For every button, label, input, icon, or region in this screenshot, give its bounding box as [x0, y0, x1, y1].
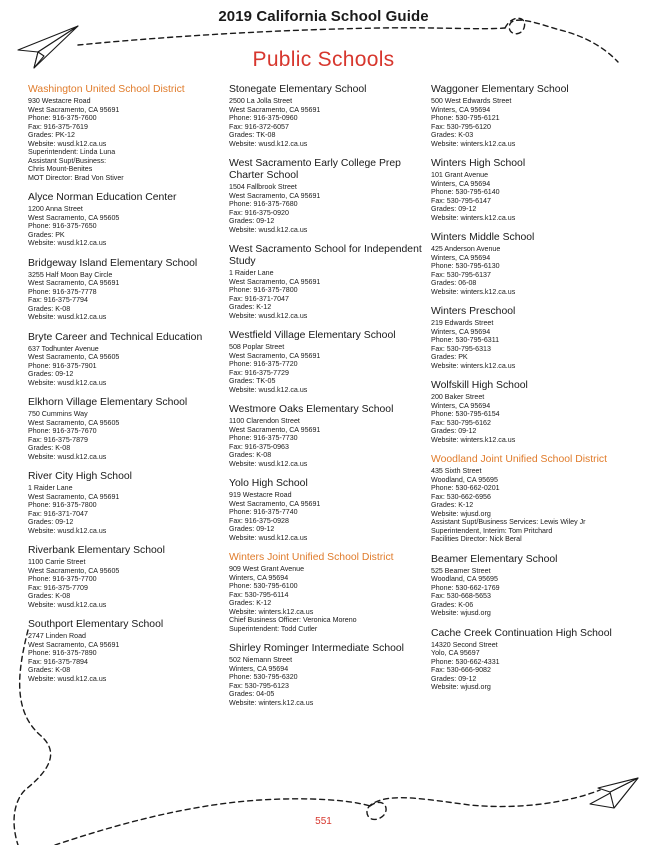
entry-detail-line: Superintendent: Todd Cutler — [229, 624, 318, 633]
entry-detail-line: Woodland, CA 95695 — [431, 575, 498, 583]
entry-detail-line: Winters, CA 95694 — [431, 401, 491, 410]
entry-detail-line: 508 Poplar Street — [229, 343, 285, 351]
entry-detail-line: Phone: 916-375-7800 — [229, 286, 298, 294]
entry-detail-line: West Sacramento, CA 95691 — [28, 492, 120, 501]
entry-detail-line: Phone: 530-795-6121 — [431, 114, 500, 122]
entry-detail-line: 101 Grant Avenue — [431, 171, 489, 179]
entry-detail-line: Fax: 530-666-9082 — [431, 666, 491, 674]
entry-detail-line: Grades: 04-05 — [229, 690, 275, 698]
entry-detail-line: Grades: K-08 — [28, 444, 71, 452]
entry-detail-line: Grades: TK-08 — [229, 131, 276, 139]
entry-detail-line: 219 Edwards Street — [431, 319, 494, 327]
entry-detail-line: Phone: 916-375-7890 — [28, 649, 97, 657]
entry-detail-line: 1100 Carrie Street — [28, 558, 86, 566]
school-entry — [229, 244, 425, 320]
entry-detail-line: Chris Mount-Benites — [28, 165, 93, 173]
school-entry — [229, 643, 425, 707]
entry-detail-line: Website: winters.k12.ca.us — [431, 361, 516, 370]
entry-detail-line: Assistant Supt/Business: — [28, 156, 107, 165]
school-name: Shirley Rominger Intermediate School — [229, 643, 404, 654]
school-name: Westmore Oaks Elementary School — [229, 404, 394, 415]
entry-detail-line: Fax: 916-375-7729 — [229, 368, 289, 377]
entry-detail-line: Grades: 09-12 — [229, 217, 275, 225]
district-entry — [229, 552, 425, 633]
entry-detail-line: Website: wusd.k12.ca.us — [28, 526, 107, 535]
school-name: Yolo High School — [229, 478, 308, 489]
entry-detail-line: Fax: 530-795-6162 — [431, 418, 491, 427]
entry-detail-line: Grades: 09-12 — [431, 427, 477, 435]
entry-detail-line: Winters, CA 95694 — [229, 664, 289, 673]
entry-detail-line: Grades: 09-12 — [28, 518, 74, 526]
entry-detail-line: Phone: 530-795-6320 — [229, 673, 298, 681]
entry-detail-line: Website: wusd.k12.ca.us — [229, 385, 308, 394]
entry-detail-line: 930 Westacre Road — [28, 97, 91, 105]
entry-detail-line: Winters, CA 95694 — [431, 327, 491, 336]
entry-detail-line: 1 Raider Lane — [229, 269, 274, 277]
entry-detail-line: Website: winters.k12.ca.us — [431, 287, 516, 296]
entry-detail-line: 750 Cummins Way — [28, 410, 88, 418]
entry-detail-line: Winters, CA 95694 — [431, 179, 491, 188]
entry-detail-line: Assistant Supt/Business Services: Lewis Wiley Jr — [431, 518, 586, 526]
entry-detail-line: West Sacramento, CA 95691 — [28, 279, 120, 287]
entry-detail-line: Grades: K-12 — [431, 501, 474, 509]
school-entry — [229, 404, 425, 468]
school-entry — [229, 158, 425, 234]
entry-detail-line: 637 Todhunter Avenue — [28, 344, 99, 353]
entry-detail-line: Winters, CA 95694 — [229, 573, 289, 582]
entry-detail-line: Website: wusd.k12.ca.us — [229, 139, 308, 148]
entry-detail-line: Fax: 916-375-7619 — [28, 122, 88, 131]
entry-detail-line: Fax: 530-662-6956 — [431, 492, 491, 501]
entry-detail-line: West Sacramento, CA 95691 — [229, 499, 321, 508]
entry-detail-line: West Sacramento, CA 95691 — [229, 105, 321, 114]
school-name: West Sacramento School for Independent Study — [229, 244, 422, 267]
entry-detail-line: Fax: 916-375-0963 — [229, 442, 289, 451]
entry-detail-line: Grades: K-12 — [229, 599, 272, 607]
entry-detail-line: 909 West Grant Avenue — [229, 565, 305, 573]
school-name: Bridgeway Island Elementary School — [28, 257, 198, 269]
school-name: River City High School — [28, 471, 132, 482]
entry-detail-line: Phone: 916-375-7650 — [28, 222, 97, 230]
school-entry — [229, 330, 425, 394]
entry-detail-line: Website: wusd.k12.ca.us — [229, 225, 308, 234]
entry-detail-line: Website: wjusd.org — [431, 683, 491, 691]
section-title: Public Schools — [252, 48, 395, 71]
entry-detail-line: 502 Niemann Street — [229, 656, 293, 664]
entry-detail-line: Superintendent, Interim: Tom Pritchard — [431, 526, 553, 535]
entry-detail-line: Grades: 09-12 — [229, 525, 275, 533]
entry-detail-line: Phone: 916-375-7778 — [28, 287, 97, 296]
school-entry — [431, 232, 635, 296]
entry-detail-line: Grades: K-03 — [431, 131, 474, 139]
entry-detail-line: Fax: 916-371-7047 — [28, 509, 88, 518]
entry-detail-line: Phone: 530-795-6100 — [229, 582, 298, 590]
entry-detail-line: 1 Raider Lane — [28, 484, 73, 492]
entry-detail-line: Phone: 916-375-7680 — [229, 200, 298, 208]
school-name: Westfield Village Elementary School — [229, 330, 396, 341]
entry-detail-line: Grades: K-08 — [28, 592, 71, 600]
school-entry — [431, 306, 635, 370]
entry-detail-line: 435 Sixth Street — [431, 467, 482, 475]
entry-detail-line: Phone: 916-375-7730 — [229, 434, 298, 442]
entry-detail-line: Fax: 916-371-7047 — [229, 294, 289, 303]
entry-detail-line: 3255 Half Moon Bay Circle — [28, 270, 113, 279]
entry-detail-line: 425 Anderson Avenue — [431, 245, 501, 253]
entry-detail-line: Superintendent: Linda Luna — [28, 148, 116, 156]
entry-detail-line: 525 Beamer Street — [431, 566, 491, 575]
entry-detail-line: Phone: 530-662-0201 — [431, 484, 500, 492]
entry-detail-line: West Sacramento, CA 95691 — [28, 640, 120, 649]
school-entry — [28, 619, 224, 683]
entry-detail-line: Fax: 530-668-5653 — [431, 592, 491, 600]
school-name: Winters Preschool — [431, 306, 516, 317]
entry-detail-line: West Sacramento, CA 95691 — [28, 105, 120, 114]
school-entry — [229, 478, 425, 542]
school-name: Wolfskill High School — [431, 380, 528, 391]
entry-detail-line: Website: wusd.k12.ca.us — [229, 459, 308, 468]
school-name: Winters High School — [431, 158, 526, 169]
district-entry — [431, 454, 635, 544]
school-entry — [28, 471, 224, 535]
entry-detail-line: Grades: K-06 — [431, 600, 474, 609]
entry-detail-line: Winters, CA 95694 — [431, 253, 491, 262]
school-name: Alyce Norman Education Center — [28, 192, 177, 203]
entry-detail-line: Fax: 530-795-6313 — [431, 344, 491, 353]
entry-detail-line: Fax: 530-795-6147 — [431, 196, 491, 205]
entry-detail-line: 14320 Second Street — [431, 640, 498, 649]
school-name: Winters Middle School — [431, 232, 535, 243]
entry-detail-line: Fax: 530-795-6137 — [431, 270, 491, 279]
entry-detail-line: Website: wusd.k12.ca.us — [28, 239, 107, 247]
entry-detail-line: Phone: 530-795-6311 — [431, 336, 500, 344]
entry-detail-line: Fax: 530-795-6123 — [229, 681, 289, 690]
entry-detail-line: West Sacramento, CA 95605 — [28, 418, 120, 427]
entry-detail-line: Website: wusd.k12.ca.us — [28, 139, 107, 148]
entry-detail-line: Phone: 530-795-6130 — [431, 262, 500, 270]
entry-detail-line: Fax: 916-375-7794 — [28, 296, 88, 304]
school-name: Bryte Career and Technical Education — [28, 331, 203, 343]
entry-detail-line: West Sacramento, CA 95605 — [28, 566, 120, 575]
school-name: Cache Creek Continuation High School — [431, 627, 612, 639]
entry-detail-line: Phone: 530-795-6154 — [431, 410, 500, 418]
entry-detail-line: Fax: 916-375-7879 — [28, 435, 88, 444]
entry-detail-line: West Sacramento, CA 95605 — [28, 353, 120, 361]
entry-detail-line: Grades: K-08 — [28, 666, 71, 674]
entry-detail-line: Fax: 916-372-6057 — [229, 122, 289, 131]
school-name: Beamer Elementary School — [431, 553, 558, 565]
entry-detail-line: Fax: 916-375-0920 — [229, 208, 289, 217]
school-entry — [229, 84, 425, 148]
entry-detail-line: Website: wusd.k12.ca.us — [28, 674, 107, 683]
district-name: Winters Joint Unified School District — [229, 552, 394, 563]
entry-detail-line: MOT Director: Brad Von Stiver — [28, 173, 124, 182]
entry-detail-line: 1504 Fallbrook Street — [229, 183, 297, 191]
entry-detail-line: Website: winters.k12.ca.us — [229, 607, 314, 616]
school-entry — [28, 397, 224, 461]
directory-column-1 — [28, 84, 224, 693]
entry-detail-line: West Sacramento, CA 95605 — [28, 213, 120, 222]
entry-detail-line: Fax: 916-375-7894 — [28, 657, 88, 666]
entry-detail-line: Facilities Director: Nick Beral — [431, 535, 522, 543]
entry-detail-line: Grades: K-12 — [229, 303, 272, 311]
entry-detail-line: Fax: 530-795-6120 — [431, 122, 491, 131]
entry-detail-line: Website: winters.k12.ca.us — [431, 213, 516, 222]
school-entry — [431, 380, 635, 444]
entry-detail-line: Website: wjusd.org — [431, 509, 491, 518]
entry-detail-line: Grades: 06-08 — [431, 279, 477, 287]
entry-detail-line: Phone: 530-795-6140 — [431, 188, 500, 196]
entry-detail-line: Phone: 916-375-7600 — [28, 114, 97, 122]
entry-detail-line: 2500 La Jolla Street — [229, 97, 293, 105]
entry-detail-line: Yolo, CA 95697 — [431, 649, 480, 657]
school-name: Waggoner Elementary School — [431, 84, 569, 95]
entry-detail-line: Grades: K-08 — [28, 304, 71, 313]
entry-detail-line: Grades: PK — [431, 353, 468, 361]
entry-detail-line: Website: wjusd.org — [431, 609, 491, 617]
school-name: West Sacramento Early College Prep Charter School — [229, 158, 401, 181]
entry-detail-line: Website: wusd.k12.ca.us — [28, 313, 107, 321]
entry-detail-line: West Sacramento, CA 95691 — [229, 425, 321, 434]
page-number: 551 — [315, 816, 332, 827]
entry-detail-line: Grades: K-08 — [229, 451, 272, 459]
district-name: Washington United School District — [28, 84, 185, 95]
entry-detail-line: Phone: 916-375-7670 — [28, 427, 97, 435]
directory-column-3 — [431, 84, 635, 702]
entry-detail-line: Grades: 09-12 — [431, 674, 477, 683]
entry-detail-line: 919 Westacre Road — [229, 491, 292, 499]
school-entry — [28, 258, 224, 322]
school-entry — [28, 545, 224, 609]
directory-column-2 — [229, 84, 425, 717]
entry-detail-line: Website: wusd.k12.ca.us — [28, 378, 107, 387]
entry-detail-line: Website: wusd.k12.ca.us — [229, 311, 308, 320]
school-entry — [28, 332, 224, 388]
entry-detail-line: Grades: TK-05 — [229, 377, 276, 385]
entry-detail-line: Phone: 916-375-7740 — [229, 508, 298, 516]
school-name: Riverbank Elementary School — [28, 545, 165, 556]
entry-detail-line: Phone: 916-375-0960 — [229, 114, 298, 122]
entry-detail-line: Phone: 916-375-7800 — [28, 501, 97, 509]
entry-detail-line: 1200 Anna Street — [28, 205, 83, 213]
entry-detail-line: Fax: 530-795-6114 — [229, 590, 289, 599]
entry-detail-line: Phone: 916-375-7901 — [28, 361, 97, 370]
entry-detail-line: Phone: 916-375-7720 — [229, 360, 298, 368]
entry-detail-line: 2747 Linden Road — [28, 632, 86, 640]
school-name: Southport Elementary School — [28, 619, 164, 630]
entry-detail-line: West Sacramento, CA 95691 — [229, 277, 321, 286]
district-name: Woodland Joint Unified School District — [431, 454, 607, 465]
entry-detail-line: Grades: 09-12 — [28, 370, 74, 378]
school-name: Elkhorn Village Elementary School — [28, 397, 188, 408]
entry-detail-line: Phone: 916-375-7700 — [28, 575, 97, 583]
entry-detail-line: Website: wusd.k12.ca.us — [28, 600, 107, 609]
entry-detail-line: Woodland, CA 95695 — [431, 475, 498, 484]
entry-detail-line: Chief Business Officer: Veronica Moreno — [229, 616, 357, 624]
entry-detail-line: Fax: 916-375-0928 — [229, 516, 289, 525]
entry-detail-line: Phone: 530-662-4331 — [431, 657, 500, 666]
entry-detail-line: West Sacramento, CA 95691 — [229, 191, 321, 200]
paper-airplane-icon — [588, 768, 640, 812]
school-entry — [431, 628, 635, 692]
school-entry — [431, 554, 635, 618]
school-name: Stonegate Elementary School — [229, 84, 367, 95]
entry-detail-line: Grades: PK — [28, 230, 65, 239]
entry-detail-line: 200 Baker Street — [431, 393, 485, 401]
entry-detail-line: Grades: 09-12 — [431, 205, 477, 213]
guide-title: 2019 California School Guide — [218, 8, 429, 25]
entry-detail-line: Website: winters.k12.ca.us — [229, 698, 314, 707]
school-entry — [28, 192, 224, 248]
district-entry — [28, 84, 224, 182]
entry-detail-line: Website: winters.k12.ca.us — [431, 139, 516, 148]
entry-detail-line: West Sacramento, CA 95691 — [229, 351, 321, 360]
entry-detail-line: Winters, CA 95694 — [431, 105, 491, 114]
entry-detail-line: Website: wusd.k12.ca.us — [28, 452, 107, 461]
entry-detail-line: Website: winters.k12.ca.us — [431, 435, 516, 444]
entry-detail-line: Website: wusd.k12.ca.us — [229, 533, 308, 542]
entry-detail-line: Phone: 530-662-1769 — [431, 583, 500, 592]
entry-detail-line: Fax: 916-375-7709 — [28, 583, 88, 592]
entry-detail-line: 500 West Edwards Street — [431, 97, 512, 105]
school-entry — [431, 84, 635, 148]
entry-detail-line: Grades: PK-12 — [28, 131, 75, 139]
school-entry — [431, 158, 635, 222]
entry-detail-line: 1100 Clarendon Street — [229, 417, 300, 425]
